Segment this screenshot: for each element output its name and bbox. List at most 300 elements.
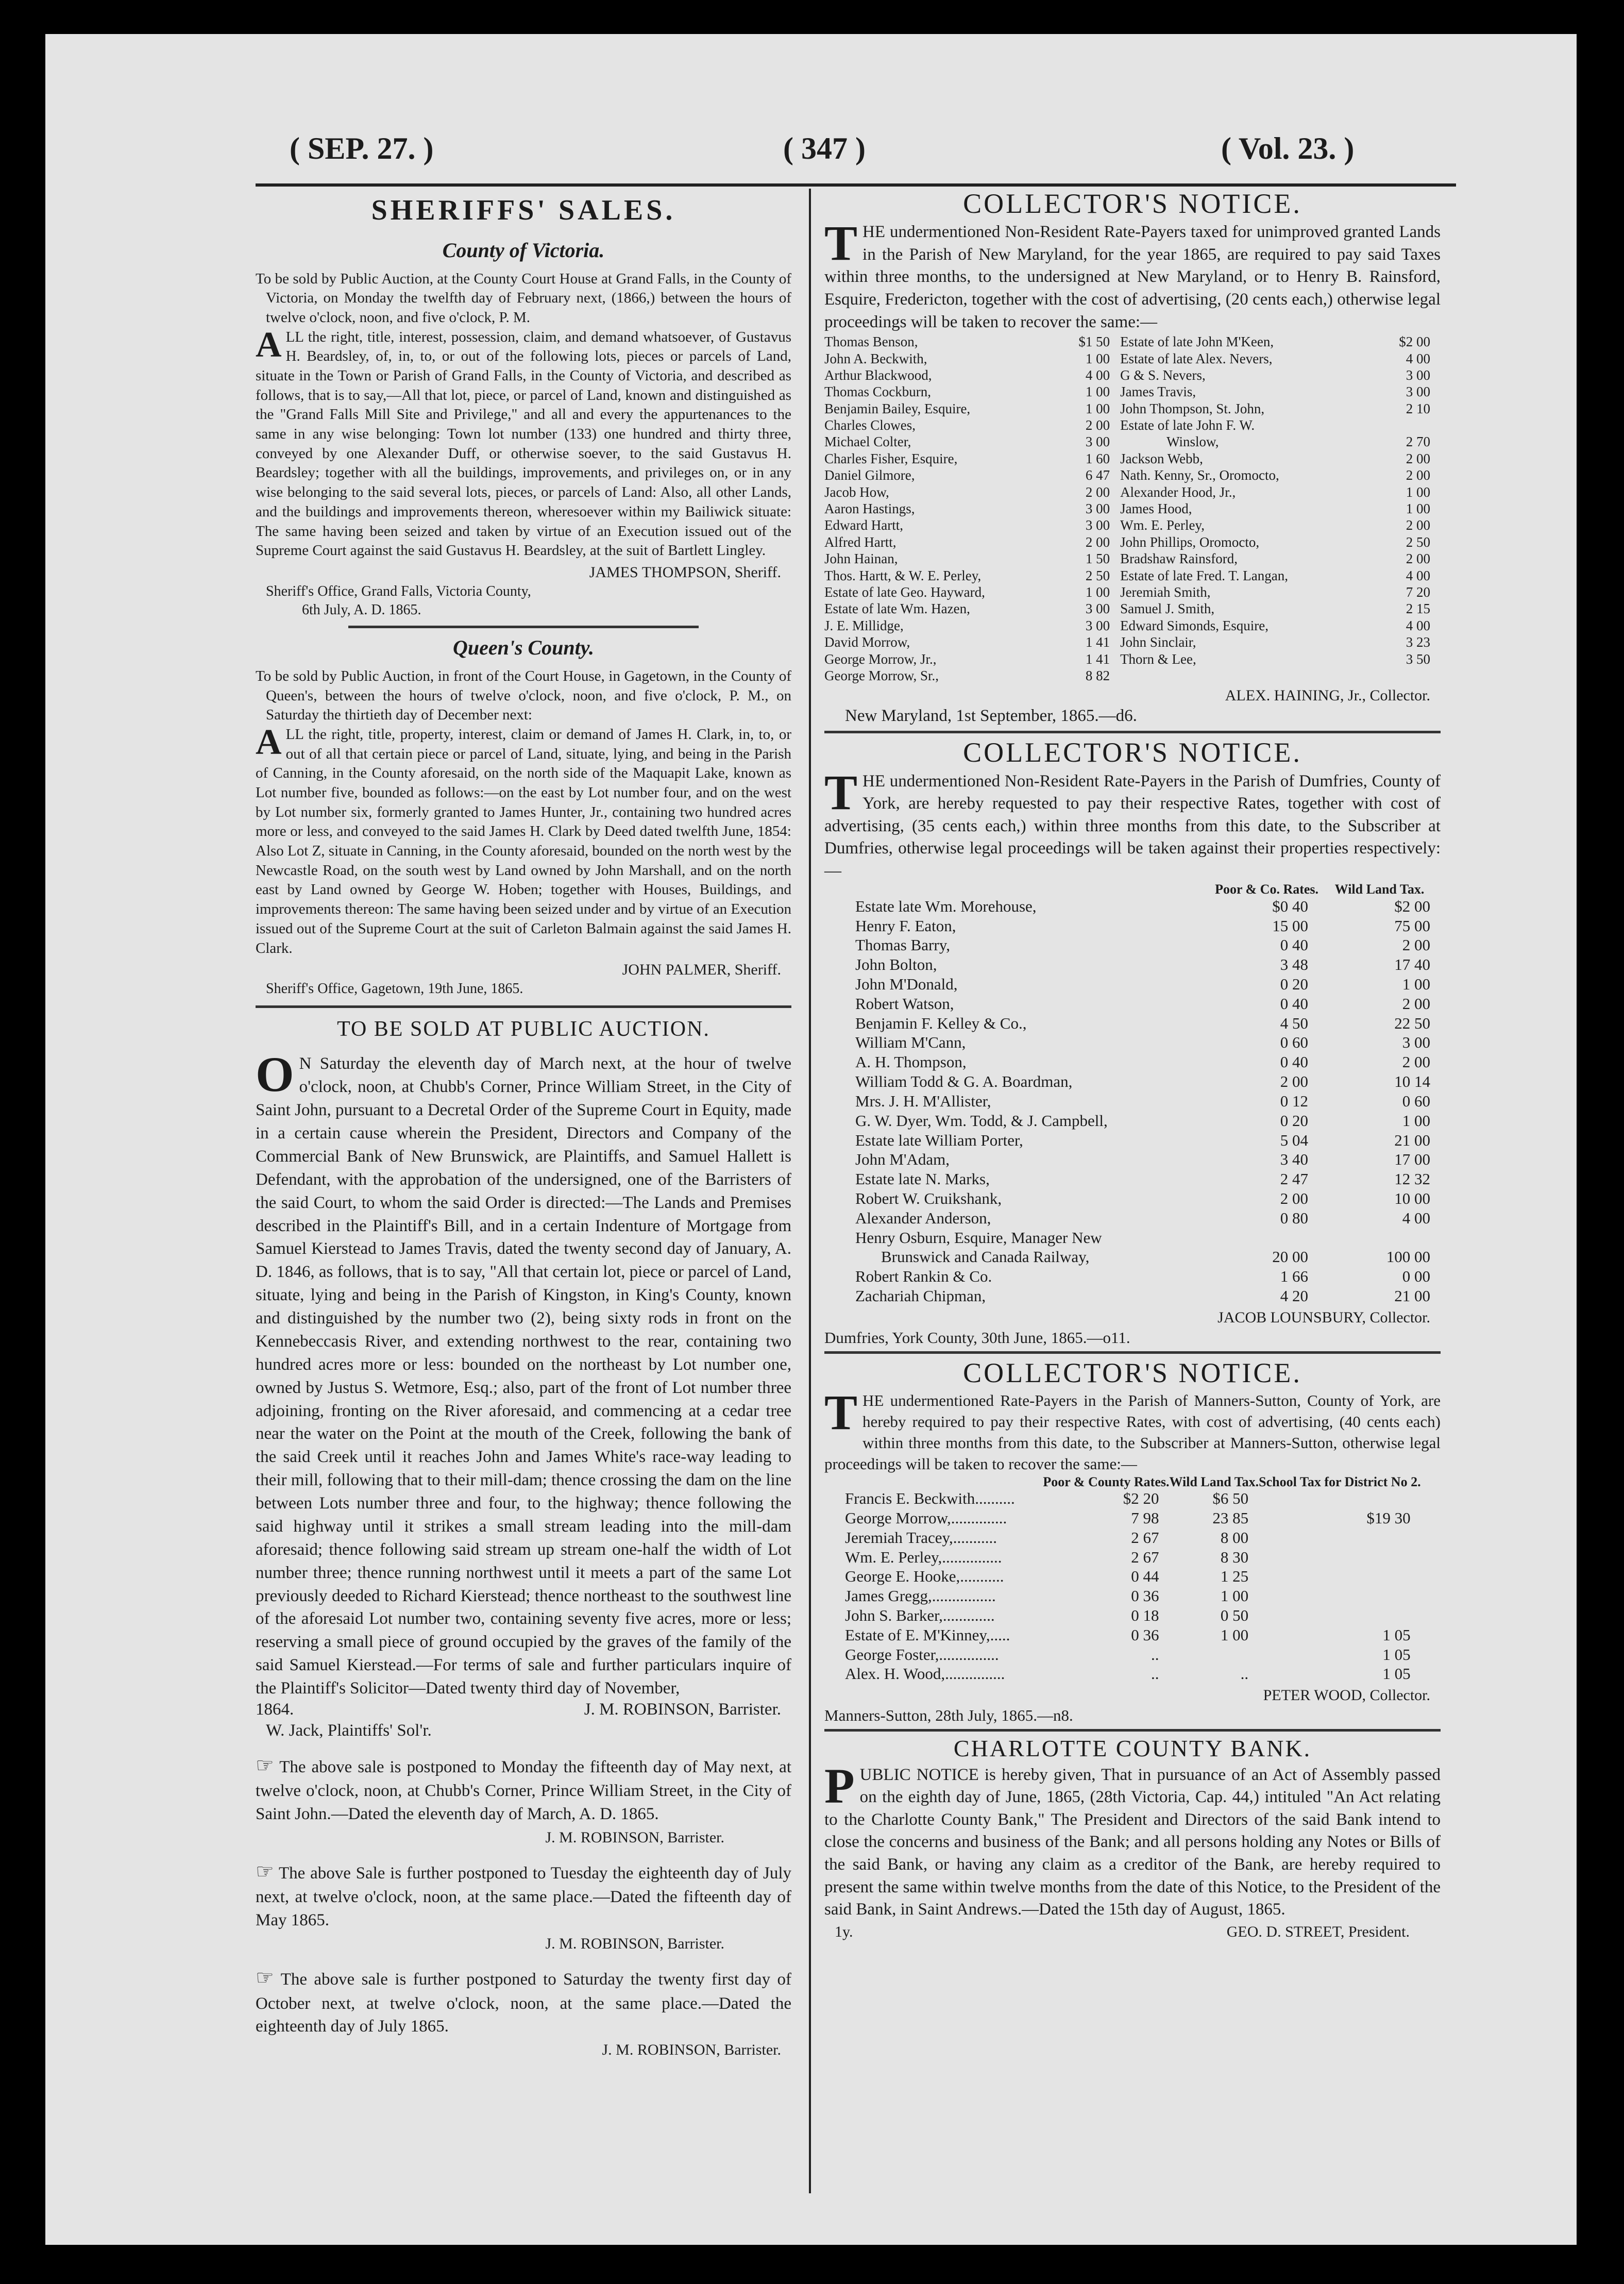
tax-amount: $2 00 xyxy=(1394,897,1430,915)
amount: 3 00 xyxy=(1085,617,1110,633)
victoria-signature: JAMES THOMPSON, Sheriff. xyxy=(589,563,781,581)
rate-amount: 5 04 xyxy=(1280,1131,1309,1149)
table-row xyxy=(824,1267,1441,1286)
table-row xyxy=(824,1606,1441,1625)
payer-name: Aaron Hastings, xyxy=(824,501,915,517)
table-row xyxy=(824,400,1441,417)
table-row xyxy=(824,1052,1441,1072)
amount: 4 00 xyxy=(1406,350,1430,366)
payer-name: James Hood, xyxy=(1120,501,1192,517)
amount: $2 00 xyxy=(1399,334,1430,350)
pointing-hand-icon: ☞ xyxy=(256,1966,274,1990)
payer-name: Jeremiah Tracey,........... xyxy=(845,1528,997,1547)
queens-intro: To be sold by Public Auction, in front of the Court House, in Gagetown, in the County of Queen's, between the hours of twelve o'clock, noon, and five o'clock, P. M., on Saturday the thirtieth day of December next: xyxy=(256,667,791,724)
payer-name: George Morrow, Jr., xyxy=(824,651,937,667)
amount: 1 60 xyxy=(1085,450,1110,466)
payer-name: Estate of late Fred. T. Langan, xyxy=(1120,567,1288,583)
amount: 4 00 xyxy=(1406,617,1430,633)
new-maryland-collector: ALEX. HAINING, Jr., Collector. xyxy=(1225,687,1430,704)
payer-name: Estate late Wm. Morehouse, xyxy=(855,897,1037,915)
rate-amount: 2 67 xyxy=(1131,1528,1159,1547)
section-divider xyxy=(348,626,699,628)
rate-amount: 0 40 xyxy=(1280,994,1309,1013)
auction-notice xyxy=(256,1047,791,1700)
table-row xyxy=(824,1111,1441,1131)
payer-name: Edward Simonds, Esquire, xyxy=(1120,617,1269,633)
amount: 2 15 xyxy=(1406,601,1430,617)
rate-amount: 0 36 xyxy=(1131,1625,1159,1644)
payer-name: Wm. E. Perley,............... xyxy=(845,1548,1002,1566)
payer-name: Francis E. Beckwith.......... xyxy=(845,1489,1015,1508)
amount: 2 10 xyxy=(1406,400,1430,416)
amount: 2 50 xyxy=(1085,567,1110,583)
drop-cap: P xyxy=(824,1758,855,1813)
queens-body: LL the right, title, property, interest, claim or demand of James H. Clark, in, to, or out of all that certain piece or parcel of Land, situate, lying, and being in the Parish of Canning, in the County aforesaid, on the north side of the Maquapit Lake, known as Lot number five, bounded as follows:—on the east by Lot number four, and on the west by Lot number six, formerly granted to James Hunter, Jr., containing two hundred acres more or less, and conveyed to the said James H. Clark by Deed dated twelfth June, 1854: Also Lot Z, situate in Canning, in the County aforesaid, bounded on the north west by the Newcastle Road, on the south west by Land owned by John Marshall, and on the north east by Land owned by George W. Hoben; together with Houses, Buildings, and improvements thereon: The same having been seized under and by virtue of an Execution issued out of the Supreme Court at the suit of Carleton Balmain against the said James H. Clark. xyxy=(256,726,791,956)
table-row xyxy=(824,1091,1441,1111)
table-row xyxy=(824,1208,1441,1228)
amount: 3 23 xyxy=(1406,634,1430,650)
column-header: Poor & Co. Rates. xyxy=(1215,882,1319,897)
payer-name: David Morrow, xyxy=(824,634,910,650)
rate-amount: 0 12 xyxy=(1280,1091,1309,1110)
auction-year: 1864. xyxy=(256,1700,294,1719)
rate-amount: 3 40 xyxy=(1280,1150,1309,1169)
table-row xyxy=(824,897,1441,916)
payer-name: Estate of late Wm. Hazen, xyxy=(824,601,970,617)
payer-name: Jeremiah Smith, xyxy=(1120,584,1211,600)
table-row xyxy=(824,367,1441,383)
tax-amount: 17 00 xyxy=(1394,1150,1430,1169)
amount: 2 00 xyxy=(1085,417,1110,433)
postponement-text: The above sale is postponed to Monday the fifteenth day of May next, at twelve o'clock, noon, at Chubb's Corner, Prince William Street, in the City of Saint John.—Dated the eleventh day of March, A. D. 1865. xyxy=(256,1757,791,1824)
payer-name: Jacob How, xyxy=(824,484,889,500)
amount: 4 00 xyxy=(1406,567,1430,583)
table-row xyxy=(824,1528,1441,1548)
tax-amount: 2 00 xyxy=(1402,1053,1430,1071)
amount: 1 41 xyxy=(1085,634,1110,650)
rate-amount: 0 40 xyxy=(1280,936,1309,954)
bank-signature-line xyxy=(824,1923,1441,1941)
collector-notice-title: COLLECTOR'S NOTICE. xyxy=(963,1357,1302,1388)
tax-amount: 1 00 xyxy=(1402,975,1430,993)
payer-name: Alfred Hartt, xyxy=(824,534,896,550)
victoria-heading: County of Victoria. xyxy=(442,238,605,262)
manners-sutton-collector: PETER WOOD, Collector. xyxy=(1263,1687,1430,1704)
payer-name: Estate late William Porter, xyxy=(855,1131,1023,1149)
payer-name: John Bolton, xyxy=(855,955,937,974)
payer-name: Robert Rankin & Co. xyxy=(855,1267,992,1286)
school-tax-amount: 1 05 xyxy=(1382,1645,1411,1664)
table-row xyxy=(824,567,1441,584)
table-row xyxy=(824,1286,1441,1306)
new-maryland-notice xyxy=(824,215,1441,333)
payer-name: William M'Cann, xyxy=(855,1033,966,1052)
postponement-signature: J. M. ROBINSON, Barrister. xyxy=(602,2041,781,2059)
queens-heading: Queen's County. xyxy=(452,635,595,659)
column-divider xyxy=(809,189,811,2193)
amount: 7 20 xyxy=(1406,584,1430,600)
rate-amount: 0 60 xyxy=(1280,1033,1309,1052)
payer-name: John A. Beckwith, xyxy=(824,350,927,366)
victoria-body: LL the right, title, interest, possession, claim, and demand whatsoever, of Gustavus H. Beardsley, of, in, to, or out of the following lots, pieces or parcels of Land, situate in the Town or Parish of Grand Falls, in the County of Victoria, and described as follows, that is to say,—All that lot, piece, or parcel of Land, known and distinguished as the "Grand Falls Mill Site and Privilege," and all and every the appurtenances to the same in any wise belonging: Town lot number (133) one hundred and thirty three, conveyed by one Alexander Duff, or otherwise soever, to the said Gustavus H. Beardsley; together with all the buildings, improvements, and privileges on, or in any wise belonging to the said several lots, pieces, or parcels of Land: Also, all other Lands, and the buildings and improvements thereon, wheresoever within my Bailiwick situate: The same having been seized and taken by virtue of an Execution issued out of the Supreme Court against the said Gustavus H. Beardsley, at the suit of Bartlett Lingley. xyxy=(256,328,791,559)
table-row xyxy=(824,517,1441,533)
amount: 2 00 xyxy=(1406,467,1430,483)
table-row xyxy=(824,433,1441,450)
payer-name: J. E. Millidge, xyxy=(824,617,904,633)
amount: 2 00 xyxy=(1406,450,1430,466)
tax-amount: 12 32 xyxy=(1394,1170,1430,1188)
tax-amount: 100 00 xyxy=(1386,1248,1430,1266)
rate-amount: 0 80 xyxy=(1280,1208,1309,1227)
amount: 3 50 xyxy=(1406,651,1430,667)
tax-amount: $6 50 xyxy=(1212,1489,1249,1508)
payer-name: Charles Clowes, xyxy=(824,417,916,433)
school-tax-amount: 1 05 xyxy=(1382,1665,1411,1683)
table-row xyxy=(824,975,1441,994)
table-header xyxy=(824,1475,1441,1489)
postponement-2 xyxy=(256,1858,791,1932)
rate-amount: 0 20 xyxy=(1280,1111,1309,1130)
payer-name: G & S. Nevers, xyxy=(1120,367,1206,383)
postponement-text: The above sale is further postponed to Saturday the twenty first day of October next, at twelve o'clock, noon, at the same place.—Dated the eighteenth day of July 1865. xyxy=(256,1970,791,2036)
auction-solicitor: W. Jack, Plaintiffs' Sol'r. xyxy=(266,1721,432,1740)
tax-amount: 0 60 xyxy=(1402,1091,1430,1110)
tax-amount: 1 00 xyxy=(1402,1111,1430,1130)
amount: 1 00 xyxy=(1085,350,1110,366)
payer-name: Benjamin F. Kelley & Co., xyxy=(855,1014,1027,1032)
table-row xyxy=(824,935,1441,955)
payer-name: A. H. Thompson, xyxy=(855,1053,967,1071)
payer-name: Estate of late Geo. Hayward, xyxy=(824,584,985,600)
payer-name: Alexander Anderson, xyxy=(855,1208,991,1227)
amount: 1 50 xyxy=(1085,551,1110,567)
payer-name: Zachariah Chipman, xyxy=(855,1287,986,1305)
pointing-hand-icon: ☞ xyxy=(256,1753,274,1777)
payer-name: Estate of late John M'Keen, xyxy=(1120,334,1274,350)
amount: 8 82 xyxy=(1085,667,1110,683)
table-row xyxy=(824,667,1441,684)
payer-name: John Thompson, St. John, xyxy=(1120,400,1265,416)
table-row xyxy=(824,955,1441,975)
payer-name: John S. Barker,............. xyxy=(845,1606,995,1624)
tax-amount: 21 00 xyxy=(1394,1287,1430,1305)
collector-notice-title: COLLECTOR'S NOTICE. xyxy=(963,737,1302,768)
payer-name xyxy=(1120,667,1366,684)
table-row xyxy=(824,916,1441,936)
payer-name: John M'Adam, xyxy=(855,1150,950,1169)
payer-name: Henry Osburn, Esquire, Manager New xyxy=(855,1228,1102,1247)
table-row xyxy=(824,1189,1441,1208)
auction-signature-line xyxy=(256,1700,791,1719)
rate-amount: 20 00 xyxy=(1272,1248,1309,1266)
rate-amount: 2 00 xyxy=(1280,1189,1309,1207)
school-tax-amount xyxy=(1259,1567,1420,1586)
payer-name: Henry F. Eaton, xyxy=(855,916,956,935)
column-header: Poor & County Rates. xyxy=(1043,1474,1170,1489)
table-row xyxy=(824,1033,1441,1052)
payer-name: Thorn & Lee, xyxy=(1120,651,1196,667)
amount: 3 00 xyxy=(1406,384,1430,400)
header-rule xyxy=(256,183,1456,187)
payer-name: George Morrow, Sr., xyxy=(824,667,939,683)
rate-amount: 4 20 xyxy=(1280,1287,1309,1305)
dumfries-table xyxy=(824,882,1441,1305)
tax-amount xyxy=(1318,1228,1441,1248)
payer-name: George E. Hooke,........... xyxy=(845,1567,1004,1586)
table-row xyxy=(824,1489,1441,1508)
amount: 1 00 xyxy=(1085,400,1110,416)
dumfries-notice xyxy=(824,764,1441,883)
payer-name: Alex. H. Wood,............... xyxy=(845,1665,1005,1683)
rate-amount xyxy=(1215,1228,1318,1248)
amount: 3 00 xyxy=(1085,601,1110,617)
table-row xyxy=(824,1567,1441,1586)
payer-name: John Hainan, xyxy=(824,551,898,567)
table-row xyxy=(824,1169,1441,1189)
payer-name: Estate of late John F. W. xyxy=(1120,417,1255,433)
newspaper-page xyxy=(45,34,1577,2245)
rate-amount: 2 47 xyxy=(1280,1170,1309,1188)
right-column xyxy=(824,189,1441,1941)
tax-amount: 1 00 xyxy=(1220,1625,1249,1644)
payer-name: G. W. Dyer, Wm. Todd, & J. Campbell, xyxy=(855,1111,1108,1130)
school-tax-amount xyxy=(1259,1586,1420,1606)
table-row xyxy=(824,484,1441,500)
table-row xyxy=(824,383,1441,400)
payer-name: Wm. E. Perley, xyxy=(1120,517,1205,533)
school-tax-amount xyxy=(1259,1548,1420,1567)
amount: 2 00 xyxy=(1085,534,1110,550)
drop-cap: A xyxy=(256,325,282,365)
amount: 2 00 xyxy=(1406,551,1430,567)
rate-amount: $2 20 xyxy=(1123,1489,1159,1508)
table-row xyxy=(824,1247,1441,1267)
queens-signature: JOHN PALMER, Sheriff. xyxy=(622,961,781,979)
payer-name: Thomas Barry, xyxy=(855,936,950,954)
table-header xyxy=(824,882,1441,896)
drop-cap: O xyxy=(256,1047,294,1102)
amount xyxy=(1366,667,1441,684)
table-row xyxy=(824,500,1441,517)
victoria-intro: To be sold by Public Auction, at the County Court House at Grand Falls, in the County of Victoria, on Monday the twelfth day of February next, (1866,) between the hours of twelve o'clock, noon, and five o'clock, P. M. xyxy=(256,270,791,326)
victoria-office: Sheriff's Office, Grand Falls, Victoria County, xyxy=(266,583,531,599)
school-tax-amount xyxy=(1259,1528,1420,1548)
new-maryland-table xyxy=(824,333,1441,684)
section-divider xyxy=(824,731,1441,733)
amount: 3 00 xyxy=(1406,367,1430,383)
bank-signature: GEO. D. STREET, President. xyxy=(1226,1923,1410,1940)
section-divider xyxy=(256,1005,791,1008)
column-header: Wild Land Tax. xyxy=(1169,1474,1259,1489)
amount: 3 00 xyxy=(1085,517,1110,533)
rate-amount: 2 00 xyxy=(1280,1072,1309,1091)
tax-amount: .. xyxy=(1240,1665,1249,1683)
tax-amount: 2 00 xyxy=(1402,994,1430,1013)
payer-name: Estate of late Alex. Nevers, xyxy=(1120,350,1273,366)
table-row xyxy=(824,1072,1441,1091)
dumfries-dateline: Dumfries, York County, 30th June, 1865.—o11. xyxy=(824,1328,1130,1347)
table-row xyxy=(824,1625,1441,1645)
drop-cap: T xyxy=(824,215,858,271)
payer-name: Thomas Benson, xyxy=(824,334,918,350)
table-row xyxy=(824,1664,1441,1684)
school-tax-amount xyxy=(1259,1606,1420,1625)
table-row xyxy=(824,994,1441,1014)
sheriffs-sales-title: SHERIFFS' SALES. xyxy=(371,194,676,226)
amount: 2 00 xyxy=(1085,484,1110,500)
queens-office: Sheriff's Office, Gagetown, 19th June, 1865. xyxy=(266,981,523,997)
amount: 6 47 xyxy=(1085,467,1110,483)
payer-name: Mrs. J. H. M'Allister, xyxy=(855,1091,991,1110)
tax-amount: 4 00 xyxy=(1402,1208,1430,1227)
table-row xyxy=(824,467,1441,483)
rate-amount: 15 00 xyxy=(1272,916,1309,935)
drop-cap: A xyxy=(256,722,282,762)
amount: $1 50 xyxy=(1078,334,1110,350)
payer-name: Alexander Hood, Jr., xyxy=(1120,484,1236,500)
manners-sutton-body: HE undermentioned Rate-Payers in the Parish of Manners-Sutton, County of York, are hereby required to pay their respective Rates, with cost of advertising, (40 cents each) within three months from this date, to the Subscriber at Manners-Sutton, otherwise legal proceedings will be taken to recover the same:— xyxy=(824,1391,1441,1473)
payer-name: Arthur Blackwood, xyxy=(824,367,932,383)
rate-amount: 7 98 xyxy=(1131,1508,1159,1527)
tax-amount: 2 00 xyxy=(1402,936,1430,954)
school-tax-amount xyxy=(1259,1489,1420,1508)
tax-amount: 10 00 xyxy=(1394,1189,1430,1207)
postponement-text: The above Sale is further postponed to Tuesday the eighteenth day of July next, at twelve o'clock, noon, at the same place.—Dated the fifteenth day of May 1865. xyxy=(256,1864,791,1930)
amount: 4 00 xyxy=(1085,367,1110,383)
postponement-3 xyxy=(256,1964,791,2038)
tax-amount: 0 50 xyxy=(1220,1606,1249,1624)
tax-amount: 10 14 xyxy=(1394,1072,1430,1091)
column-header: School Tax for District No 2. xyxy=(1259,1474,1421,1489)
bank-title: CHARLOTTE COUNTY BANK. xyxy=(953,1735,1312,1762)
amount: 2 70 xyxy=(1406,434,1430,450)
payer-name: Winslow, xyxy=(1166,434,1219,450)
payer-name: John Phillips, Oromocto, xyxy=(1120,534,1260,550)
collector-notice-title: COLLECTOR'S NOTICE. xyxy=(963,188,1302,219)
table-row xyxy=(824,584,1441,600)
amount: 1 00 xyxy=(1085,384,1110,400)
dumfries-collector: JACOB LOUNSBURY, Collector. xyxy=(1217,1308,1430,1326)
rate-amount: 0 36 xyxy=(1131,1587,1159,1605)
table-row xyxy=(824,651,1441,667)
payer-name: James Travis, xyxy=(1120,384,1196,400)
tax-amount: 17 40 xyxy=(1394,955,1430,974)
tax-amount: 1 25 xyxy=(1220,1567,1249,1586)
payer-name: George Morrow,.............. xyxy=(845,1508,1007,1527)
rate-amount: 3 48 xyxy=(1280,955,1309,974)
payer-name: William Todd & G. A. Boardman, xyxy=(855,1072,1073,1091)
dumfries-body: HE undermentioned Non-Resident Rate-Payers in the Parish of Dumfries, County of York, are hereby requested to pay their respective Rates, together with cost of advertising, (35 cents each,) within three months from this date, to the Subscriber at Dumfries, otherwise legal proceedings will be taken against their properties respectively:— xyxy=(824,771,1441,880)
tax-amount: 0 00 xyxy=(1402,1267,1430,1286)
tax-amount: 8 30 xyxy=(1220,1548,1249,1566)
payer-name: Benjamin Bailey, Esquire, xyxy=(824,400,971,416)
payer-name: Thos. Hartt, & W. E. Perley, xyxy=(824,567,982,583)
pointing-hand-icon: ☞ xyxy=(256,1860,274,1884)
payer-name: Charles Fisher, Esquire, xyxy=(824,450,958,466)
tax-amount: 75 00 xyxy=(1394,916,1430,935)
queens-notice xyxy=(256,722,791,958)
tax-amount: 8 00 xyxy=(1220,1528,1249,1547)
table-row xyxy=(824,1150,1441,1169)
payer-name: Estate late N. Marks, xyxy=(855,1170,990,1188)
victoria-date: 6th July, A. D. 1865. xyxy=(302,601,421,618)
amount: 1 00 xyxy=(1085,584,1110,600)
tax-amount: 23 85 xyxy=(1212,1508,1249,1527)
rate-amount: 0 44 xyxy=(1131,1567,1159,1586)
amount: 3 00 xyxy=(1085,501,1110,517)
auction-body: N Saturday the eleventh day of March next, at the hour of twelve o'clock, noon, at Chubb's Corner, Prince William Street, in the City of Saint John, pursuant to a Decretal Order of the Supreme Court in Equity, made in a certain cause wherein the President, Directors and Company of the Commercial Bank of New Brunswick, are Plaintiffs, and Samuel Hallett is Defendant, with the approbation of the undersigned, one of the Barristers of the said Court, to whom the said Order is directed:—The Lands and Premises described in the Plaintiff's Bill, and in a certain Indenture of Mortgage from Samuel Kierstead to James Travis, dated the twenty second day of January, A. D. 1846, as follows, that is to say, "All that certain lot, piece or parcel of Land, situate, lying and being in the Parish of Kingston, in King's County, known and distinguished by the number two (2), being sixty rods in front on the Kennebeccasis River, and extending northwest to the rear, containing two hundred acres more or less: bounded on the northeast by Lot number one, owned by Justus S. Wetmore, Esq.; also, part of the front of Lot number three adjoining, fronting on the River aforesaid, and commencing at a cedar tree near the water on the Point at the mouth of the Creek, following the bank of the said Creek until it reaches John and James White's race-way leading to their mill, following that to their mill-dam; thence crossing the dam on the line between Lots number three and four, to the highway; thence following the said highway until it strikes a small stream leading into the mill-dam aforesaid; thence following said stream up stream one-half the width of Lot number three; thence running northwest until it meets a part of the same Lot previously deeded to Richard Kierstead; thence northeast to the southwest line of the aforesaid Lot number two, containing seventy five acres, more or less; reserving a small piece of ground occupied by the graves of the family of the said Samuel Kierstead.—For terms of sale and further particulars inquire of the Plaintiff's Solicitor—Dated twenty third day of November, xyxy=(256,1054,791,1698)
victoria-notice xyxy=(256,325,791,561)
rate-amount: 0 40 xyxy=(1280,1053,1309,1071)
rate-amount: 0 20 xyxy=(1280,975,1309,993)
postponement-1 xyxy=(256,1752,791,1826)
table-row xyxy=(824,1014,1441,1033)
table-row xyxy=(824,450,1441,467)
school-tax-amount: $19 30 xyxy=(1366,1508,1411,1527)
manners-sutton-table xyxy=(824,1475,1441,1684)
payer-name: John M'Donald, xyxy=(855,975,958,993)
payer-name: John Sinclair, xyxy=(1120,634,1196,650)
amount: 2 00 xyxy=(1406,517,1430,533)
bank-notice xyxy=(824,1758,1441,1921)
payer-name: Robert W. Cruikshank, xyxy=(855,1189,1002,1207)
table-row xyxy=(824,1645,1441,1665)
tax-amount: 3 00 xyxy=(1402,1033,1430,1052)
bank-term: 1y. xyxy=(835,1923,853,1940)
postponement-signature: J. M. ROBINSON, Barrister. xyxy=(545,1829,724,1846)
rate-amount: .. xyxy=(1151,1665,1159,1683)
bank-body: UBLIC NOTICE is hereby given, That in pursuance of an Act of Assembly passed on the eighth day of June, 1865, (28th Victoria, Cap. 44,) intituled "An Act relating to the Charlotte County Bank," The President and Directors of the said Bank intend to close the concerns and business of the Bank; and all persons holding any Notes or Bills of the said Bank, or having any claim as a creditor of the Bank, are hereby required to present the same within twelve months from the date of this Notice, to the President of the said Bank, in Saint Andrews.—Dated the 15th day of August, 1865. xyxy=(824,1765,1441,1919)
payer-name: Robert Watson, xyxy=(855,994,954,1013)
auction-barrister: J. M. ROBINSON, Barrister. xyxy=(584,1700,781,1719)
volume-number: ( Vol. 23. ) xyxy=(1221,131,1355,165)
table-row xyxy=(824,1586,1441,1606)
tax-amount: 21 00 xyxy=(1394,1131,1430,1149)
payer-name: Samuel J. Smith, xyxy=(1120,601,1215,617)
table-row xyxy=(824,350,1441,367)
table-row xyxy=(824,550,1441,567)
payer-name: Estate of E. M'Kinney,..... xyxy=(845,1625,1010,1644)
manners-sutton-dateline: Manners-Sutton, 28th July, 1865.—n8. xyxy=(824,1706,1073,1725)
table-row xyxy=(824,1508,1441,1528)
amount: 1 00 xyxy=(1406,501,1430,517)
rate-amount: $0 40 xyxy=(1272,897,1309,915)
rate-amount: 4 50 xyxy=(1280,1014,1309,1032)
tax-amount: 1 00 xyxy=(1220,1587,1249,1605)
table-row xyxy=(824,333,1441,350)
section-divider xyxy=(824,1351,1441,1354)
column-header: Wild Land Tax. xyxy=(1334,882,1425,897)
rate-amount: 1 66 xyxy=(1280,1267,1309,1286)
tax-amount xyxy=(1169,1645,1259,1665)
amount: 1 41 xyxy=(1085,651,1110,667)
rate-amount: 0 18 xyxy=(1131,1606,1159,1624)
payer-name: Michael Colter, xyxy=(824,434,911,450)
school-tax-amount: 1 05 xyxy=(1382,1625,1411,1644)
payer-name: Brunswick and Canada Railway, xyxy=(881,1248,1090,1266)
new-maryland-body: HE undermentioned Non-Resident Rate-Payers taxed for unimproved granted Lands in the Parish of New Maryland, for the year 1865, are required to pay said Taxes within three months, to the undersigned at New Maryland, or to Henry B. Rainsford, Esquire, Fredericton, together with the cost of advertising, (20 cents each,) otherwise legal proceedings will be taken to recover the same:— xyxy=(824,223,1441,331)
manners-sutton-notice xyxy=(824,1385,1441,1475)
payer-name: James Gregg,................ xyxy=(845,1587,996,1605)
table-row xyxy=(824,534,1441,550)
auction-title: TO BE SOLD AT PUBLIC AUCTION. xyxy=(337,1017,710,1042)
amount xyxy=(1366,417,1441,433)
table-row xyxy=(824,1228,1441,1248)
payer-name: Edward Hartt, xyxy=(824,517,903,533)
table-row xyxy=(824,417,1441,433)
payer-name: Daniel Gilmore, xyxy=(824,467,915,483)
tax-amount: 22 50 xyxy=(1394,1014,1430,1032)
